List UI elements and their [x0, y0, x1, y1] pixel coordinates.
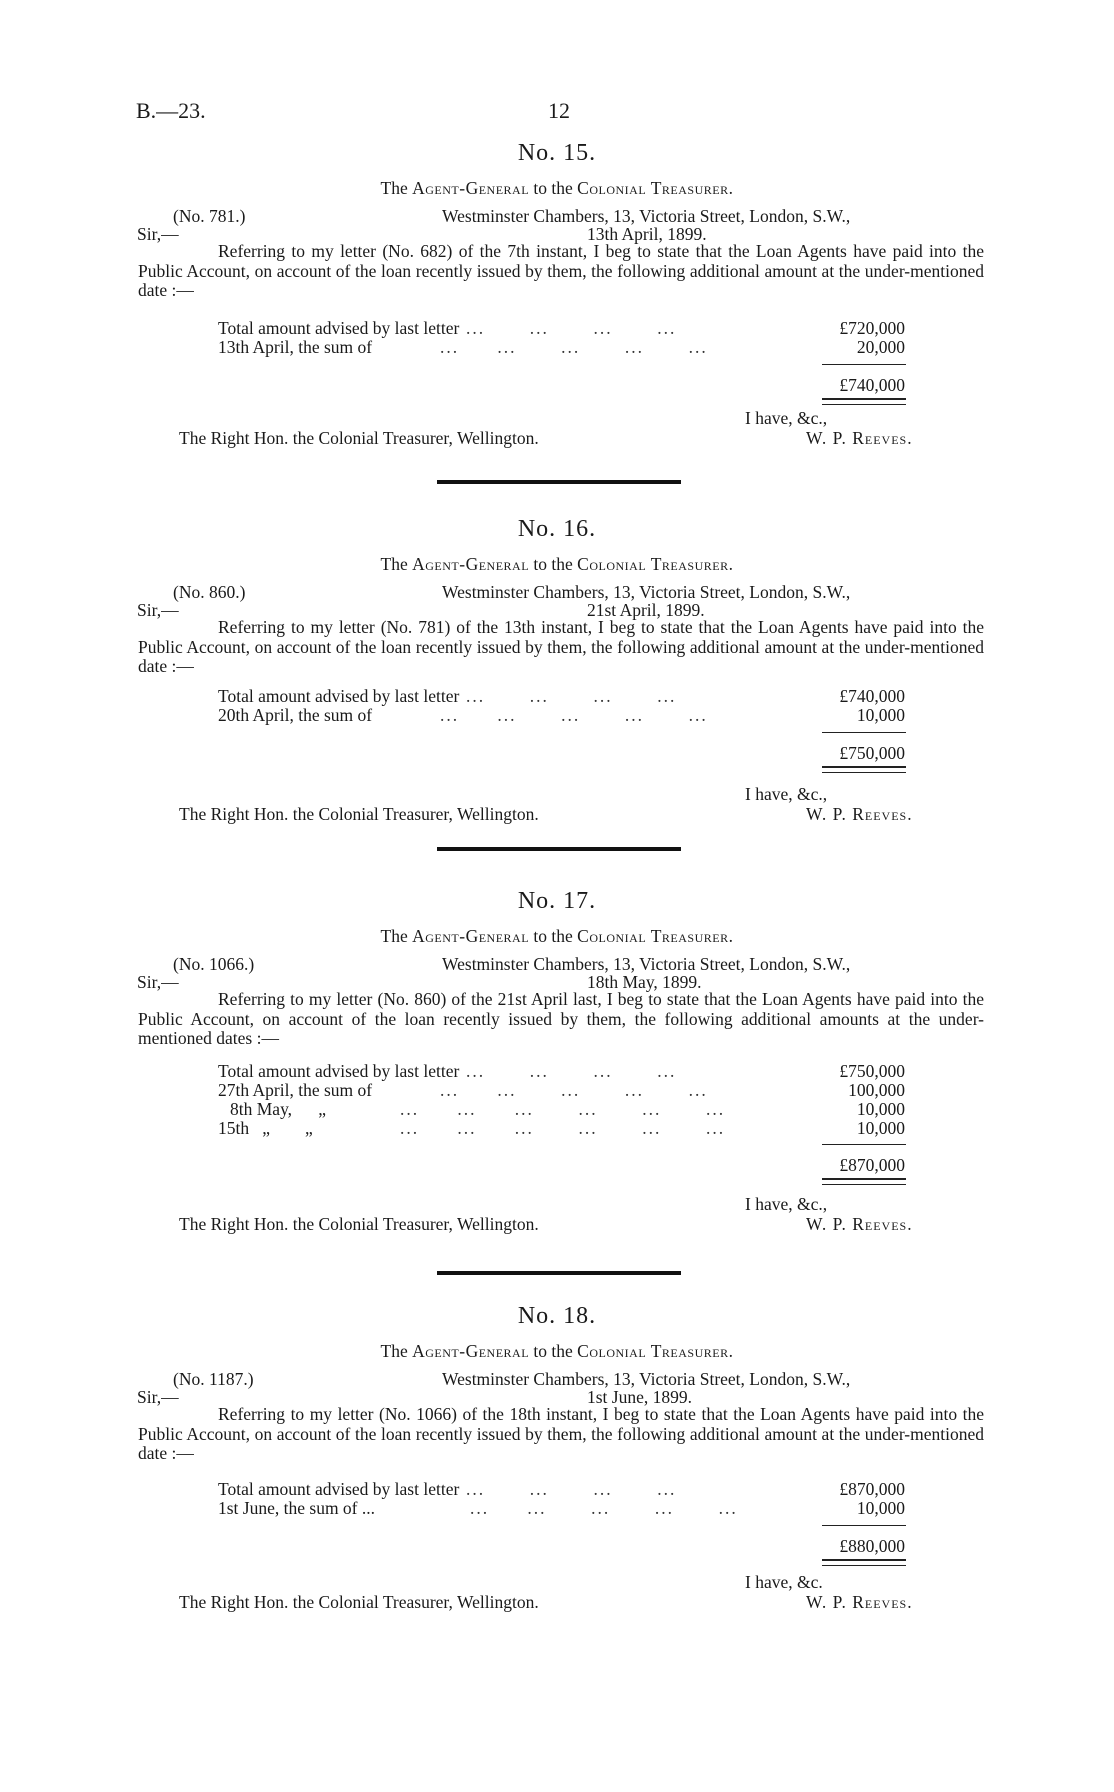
letter-number: No. 16. — [517, 516, 597, 542]
table-row — [0, 686, 1114, 706]
letter-subtitle — [0, 178, 1114, 199]
row-amount: £870,000 — [839, 1479, 905, 1499]
leader-dots: ... ... ... ... — [466, 686, 677, 706]
table-row — [0, 1118, 1114, 1138]
letter-17 — [0, 888, 1114, 1234]
letter-18 — [0, 1303, 1114, 1643]
salutation: Sir,— — [137, 1387, 179, 1407]
row-amount: 10,000 — [856, 1118, 905, 1138]
signature: W. P. Reeves. — [806, 1214, 913, 1234]
letter-body: Referring to my letter (No. 1066) of the 18th instant, I beg to state that the Loan Agents have paid into the Public Account, on account of the loan recently issued by them, the following additional amount at the under-mentioned date :— — [138, 1404, 984, 1463]
section-separator — [437, 847, 681, 851]
row-label: 13th April, the sum of — [218, 337, 373, 357]
row-amount: £720,000 — [839, 318, 905, 338]
leader-dots: ... ... ... ... — [466, 318, 677, 338]
recipient-office: Colonial Treasurer. — [577, 926, 734, 946]
letter-reference: (No. 1066.) — [173, 954, 255, 974]
letter-date: 21st April, 1899. — [587, 600, 705, 620]
letter-number: No. 18. — [517, 1303, 597, 1329]
row-amount: 10,000 — [856, 1099, 905, 1119]
sum-rule — [822, 1144, 906, 1145]
subtitle-connector: to the — [529, 926, 578, 946]
row-label: Total amount advised by last letter — [218, 1479, 460, 1499]
row-amount: 20,000 — [856, 337, 905, 357]
letter-reference: (No. 781.) — [173, 206, 246, 226]
letter-subtitle — [0, 554, 1114, 575]
leader-dots: ... ... ... ... ... — [470, 1498, 738, 1518]
row-amount: 10,000 — [856, 1498, 905, 1518]
document-code: B.—23. — [136, 98, 206, 123]
closing-phrase: I have, &c., — [745, 1194, 828, 1214]
total-amount: £870,000 — [839, 1155, 905, 1175]
leader-dots: ... ... ... ... ... ... — [400, 1118, 726, 1138]
row-label: 20th April, the sum of — [218, 705, 373, 725]
total-amount: £880,000 — [839, 1536, 905, 1556]
addressee: The Right Hon. the Colonial Treasurer, Wellington. — [179, 1214, 539, 1234]
subtitle-connector: to the — [529, 554, 578, 574]
closing-phrase: I have, &c., — [745, 784, 828, 804]
row-label: 1st June, the sum of ... — [218, 1498, 376, 1518]
letter-16 — [0, 516, 1114, 856]
addressee: The Right Hon. the Colonial Treasurer, Wellington. — [179, 428, 539, 448]
letter-number: No. 15. — [517, 140, 597, 166]
letter-subtitle — [0, 926, 1114, 947]
row-label: Total amount advised by last letter — [218, 686, 460, 706]
recipient-office: Colonial Treasurer. — [577, 1341, 734, 1361]
total-double-rule — [822, 1559, 906, 1566]
section-separator — [437, 1271, 681, 1275]
letter-subtitle — [0, 1341, 1114, 1362]
letter-15 — [0, 140, 1114, 480]
row-label: Total amount advised by last letter — [218, 318, 460, 338]
section-separator — [437, 480, 681, 484]
total-double-rule — [822, 766, 906, 773]
subtitle-connector: to the — [529, 178, 578, 198]
sum-rule — [822, 364, 906, 365]
table-row — [0, 1061, 1114, 1081]
sender-office: Agent-General — [412, 554, 530, 574]
row-amount: £740,000 — [839, 686, 905, 706]
sender-address: Westminster Chambers, 13, Victoria Street, London, S.W., — [442, 954, 851, 974]
total-double-rule — [822, 1178, 906, 1185]
total-amount: £750,000 — [839, 743, 905, 763]
table-row — [0, 705, 1114, 725]
subtitle-prefix: The — [380, 554, 413, 574]
row-label: 8th May, „ — [230, 1099, 327, 1119]
table-row — [0, 318, 1114, 338]
leader-dots: ... ... ... ... ... — [440, 705, 708, 725]
sender-office: Agent-General — [412, 1341, 530, 1361]
sender-office: Agent-General — [412, 926, 530, 946]
sender-address: Westminster Chambers, 13, Victoria Street, London, S.W., — [442, 206, 851, 226]
table-row — [0, 1498, 1114, 1518]
subtitle-prefix: The — [380, 178, 413, 198]
signature: W. P. Reeves. — [806, 428, 913, 448]
total-amount: £740,000 — [839, 375, 905, 395]
letter-reference: (No. 860.) — [173, 582, 246, 602]
sender-office: Agent-General — [412, 178, 530, 198]
table-row — [0, 337, 1114, 357]
recipient-office: Colonial Treasurer. — [577, 178, 734, 198]
salutation: Sir,— — [137, 224, 179, 244]
subtitle-connector: to the — [529, 1341, 578, 1361]
row-amount: £750,000 — [839, 1061, 905, 1081]
salutation: Sir,— — [137, 972, 179, 992]
leader-dots: ... ... ... ... ... — [440, 1080, 708, 1100]
addressee: The Right Hon. the Colonial Treasurer, Wellington. — [179, 1592, 539, 1612]
table-row — [0, 1479, 1114, 1499]
row-amount: 10,000 — [856, 705, 905, 725]
letter-date: 1st June, 1899. — [587, 1387, 692, 1407]
closing-phrase: I have, &c. — [745, 1572, 823, 1592]
sender-address: Westminster Chambers, 13, Victoria Street, London, S.W., — [442, 1369, 851, 1389]
letter-date: 18th May, 1899. — [587, 972, 702, 992]
signature: W. P. Reeves. — [806, 804, 913, 824]
closing-phrase: I have, &c., — [745, 408, 828, 428]
table-row — [0, 1099, 1114, 1119]
letter-reference: (No. 1187.) — [173, 1369, 254, 1389]
subtitle-prefix: The — [380, 1341, 413, 1361]
signature: W. P. Reeves. — [806, 1592, 913, 1612]
sender-address: Westminster Chambers, 13, Victoria Street, London, S.W., — [442, 582, 851, 602]
salutation: Sir,— — [137, 600, 179, 620]
row-label: Total amount advised by last letter — [218, 1061, 460, 1081]
letter-body: Referring to my letter (No. 860) of the 21st April last, I beg to state that the Loan Agents have paid into the Public Account, on account of the loan recently issued by them, the following additional amounts at the under-mentioned dates :— — [138, 989, 984, 1048]
leader-dots: ... ... ... ... ... — [440, 337, 708, 357]
letter-body: Referring to my letter (No. 781) of the 13th instant, I beg to state that the Loan Agents have paid into the Public Account, on account of the loan recently issued by them, the following additional amount at the under-mentioned date :— — [138, 617, 984, 676]
leader-dots: ... ... ... ... ... ... — [400, 1099, 726, 1119]
page-number: 12 — [548, 98, 570, 123]
subtitle-prefix: The — [380, 926, 413, 946]
letter-body: Referring to my letter (No. 682) of the 7th instant, I beg to state that the Loan Agents have paid into the Public Account, on account of the loan recently issued by them, the following additional amount at the under-mentioned date :— — [138, 241, 984, 300]
total-double-rule — [822, 398, 906, 405]
table-row — [0, 1080, 1114, 1100]
row-amount: 100,000 — [848, 1080, 905, 1100]
letter-number: No. 17. — [517, 888, 597, 914]
addressee: The Right Hon. the Colonial Treasurer, Wellington. — [179, 804, 539, 824]
recipient-office: Colonial Treasurer. — [577, 554, 734, 574]
leader-dots: ... ... ... ... — [466, 1061, 677, 1081]
sum-rule — [822, 1525, 906, 1526]
letter-date: 13th April, 1899. — [587, 224, 707, 244]
row-label: 15th „ „ — [218, 1118, 313, 1138]
row-label: 27th April, the sum of — [218, 1080, 373, 1100]
leader-dots: ... ... ... ... — [466, 1479, 677, 1499]
sum-rule — [822, 732, 906, 733]
